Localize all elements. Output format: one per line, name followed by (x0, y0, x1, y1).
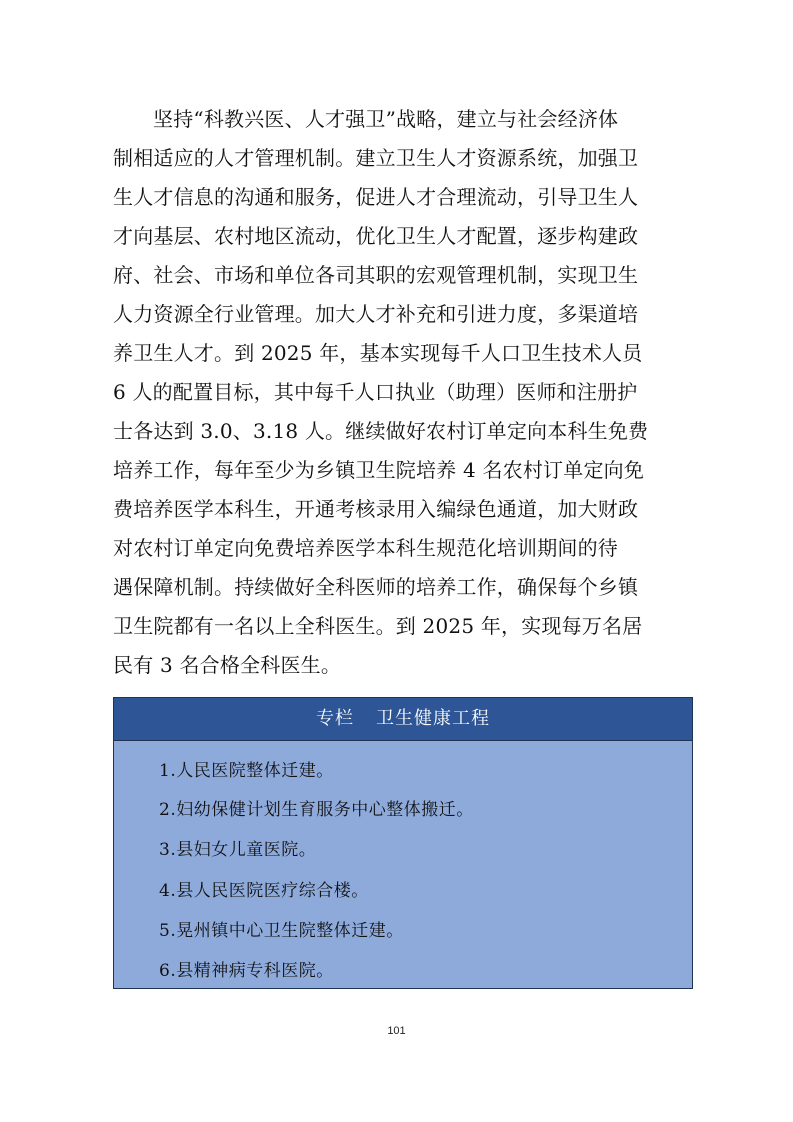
paragraph-line: 士各达到 3.0、3.18 人。继续做好农村订单定向本科生免费 (113, 419, 649, 443)
callout-list-item: 6.县精神病专科医院。 (159, 961, 334, 981)
paragraph-line: 卫生院都有一名以上全科医生。到 2025 年，实现每万名居 (113, 614, 643, 638)
callout-list-item: 3.县妇女儿童医院。 (159, 840, 317, 860)
page-number: 101 (387, 1025, 406, 1037)
project-callout-box (113, 697, 693, 989)
body-paragraph (113, 100, 695, 685)
paragraph-line: 对农村订单定向免费培养医学本科生规范化培训期间的待 (113, 536, 618, 560)
paragraph-line: 生人才信息的沟通和服务，促进人才合理流动，引导卫生人 (113, 185, 639, 209)
callout-label: 专栏 (316, 708, 354, 729)
paragraph-line: 府、社会、市场和单位各司其职的宏观管理机制，实现卫生 (113, 263, 639, 287)
callout-title: 卫生健康工程 (376, 708, 490, 729)
callout-list-item: 4.县人民医院医疗综合楼。 (159, 881, 369, 901)
paragraph-line: 培养工作，每年至少为乡镇卫生院培养 4 名农村订单定向免 (113, 458, 645, 482)
paragraph-line: 制相适应的人才管理机制。建立卫生人才资源系统，加强卫 (113, 146, 639, 170)
callout-list-item: 1.人民医院整体迁建。 (159, 761, 334, 781)
paragraph-line: 费培养医学本科生，开通考核录用入编绿色通道，加大财政 (113, 497, 639, 521)
paragraph-line: 遇保障机制。持续做好全科医师的培养工作，确保每个乡镇 (113, 575, 639, 599)
paragraph-line: 民有 3 名合格全科医生。 (113, 653, 342, 677)
callout-list-item: 5.晃州镇中心卫生院整体迁建。 (159, 921, 404, 941)
paragraph-line: 坚持“科教兴医、人才强卫”战略，建立与社会经济体 (153, 107, 619, 131)
paragraph-line: 6 人的配置目标，其中每千人口执业（助理）医师和注册护 (113, 380, 638, 404)
callout-list-item: 2.妇幼保健计划生育服务中心整体搬迁。 (159, 800, 474, 820)
callout-header (114, 698, 692, 741)
paragraph-line: 人力资源全行业管理。加大人才补充和引进力度，多渠道培 (113, 302, 639, 326)
paragraph-line: 养卫生人才。到 2025 年，基本实现每千人口卫生技术人员 (113, 341, 643, 365)
paragraph-line: 才向基层、农村地区流动，优化卫生人才配置，逐步构建政 (113, 224, 639, 248)
